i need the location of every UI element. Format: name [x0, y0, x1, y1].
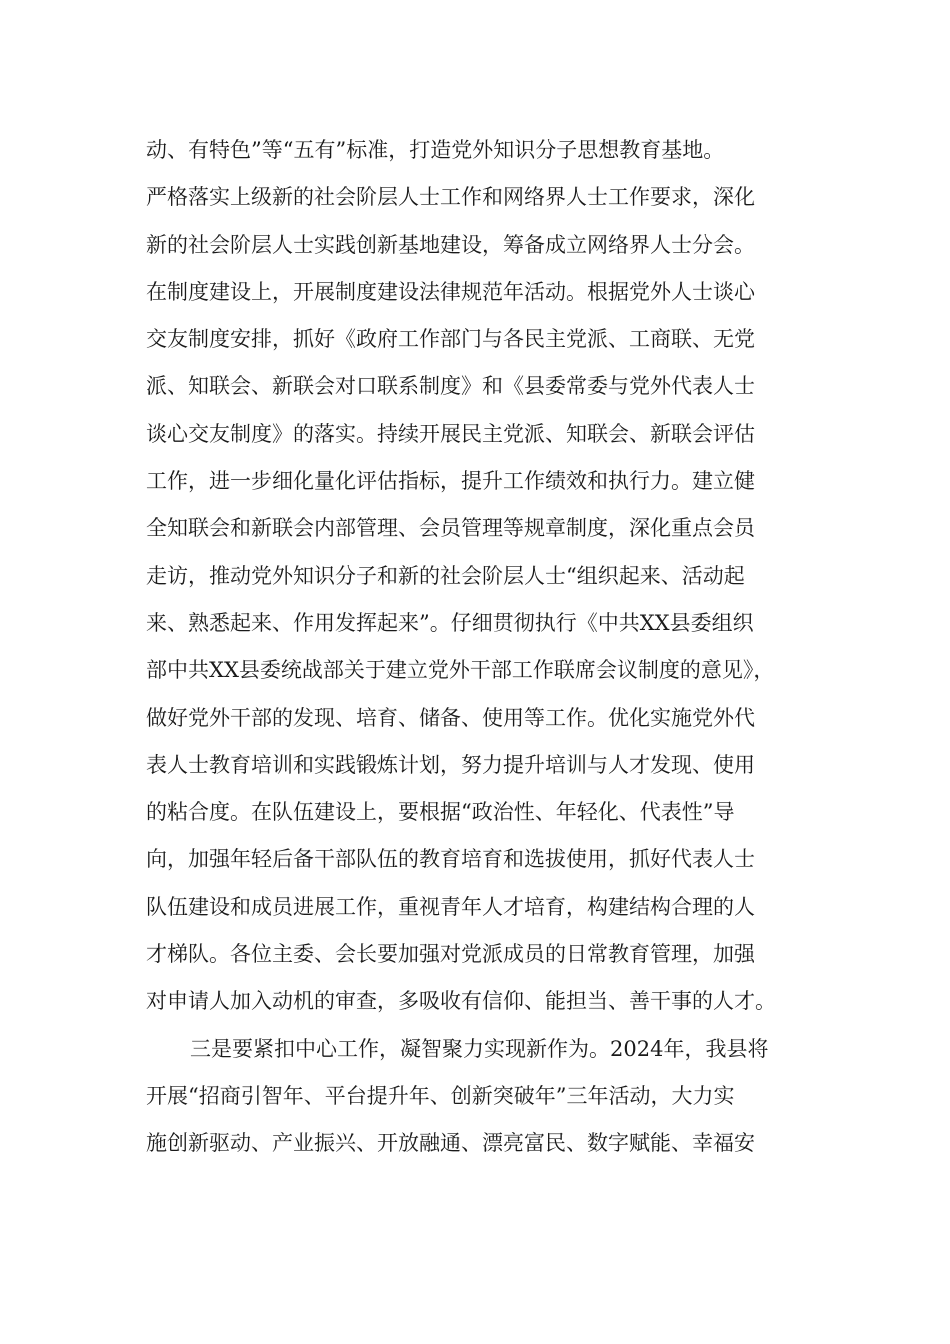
- paragraph-start-line: 三是要紧扣中心工作，凝智聚力实现新作为。2024年，我县将: [190, 1036, 769, 1061]
- text-line: 施创新驱动、产业振兴、开放融通、漂亮富民、数字赋能、幸福安: [146, 1131, 755, 1156]
- text-line: 开展“招商引智年、平台提升年、创新突破年”三年活动，大力实: [146, 1083, 735, 1108]
- text-line: 走访，推动党外知识分子和新的社会阶层人士“组织起来、活动起: [146, 563, 745, 588]
- text-line: 新的社会阶层人士实践创新基地建设，筹备成立网络界人士分会。: [146, 232, 755, 257]
- text-line: 来、熟悉起来、作用发挥起来”。仔细贯彻执行《中共XX县委组织: [146, 610, 754, 635]
- text-line: 的粘合度。在队伍建设上，要根据“政治性、年轻化、代表性”导: [146, 800, 735, 825]
- text-line: 队伍建设和成员进展工作，重视青年人才培育，构建结构合理的人: [146, 894, 755, 919]
- text-line: 工作，进一步细化量化评估指标，提升工作绩效和执行力。建立健: [146, 469, 755, 494]
- text-line: 部中共XX县委统战部关于建立党外干部工作联席会议制度的意见》，: [146, 658, 775, 683]
- text-line: 在制度建设上，开展制度建设法律规范年活动。根据党外人士谈心: [146, 279, 755, 304]
- text-line: 做好党外干部的发现、培育、储备、使用等工作。优化实施党外代: [146, 705, 755, 730]
- text-line: 才梯队。各位主委、会长要加强对党派成员的日常教育管理，加强: [146, 942, 755, 967]
- text-line: 谈心交友制度》的落实。持续开展民主党派、知联会、新联会评估: [146, 421, 755, 446]
- text-line: 全知联会和新联会内部管理、会员管理等规章制度，深化重点会员: [146, 516, 755, 541]
- text-line: 对申请人加入动机的审查，多吸收有信仰、能担当、善干事的人才。: [146, 989, 776, 1014]
- text-line: 向，加强年轻后备干部队伍的教育培育和选拔使用，抓好代表人士: [146, 847, 755, 872]
- text-line: 派、知联会、新联会对口联系制度》和《县委常委与党外代表人士: [146, 374, 755, 399]
- text-line: 严格落实上级新的社会阶层人士工作和网络界人士工作要求，深化: [146, 185, 755, 210]
- text-line: 表人士教育培训和实践锻炼计划，努力提升培训与人才发现、使用: [146, 752, 755, 777]
- text-line: 动、有特色”等“五有”标准，打造党外知识分子思想教育基地。: [146, 138, 725, 162]
- text-line: 交友制度安排，抓好《政府工作部门与各民主党派、工商联、无党: [146, 327, 755, 352]
- body-text: [146, 127, 836, 1168]
